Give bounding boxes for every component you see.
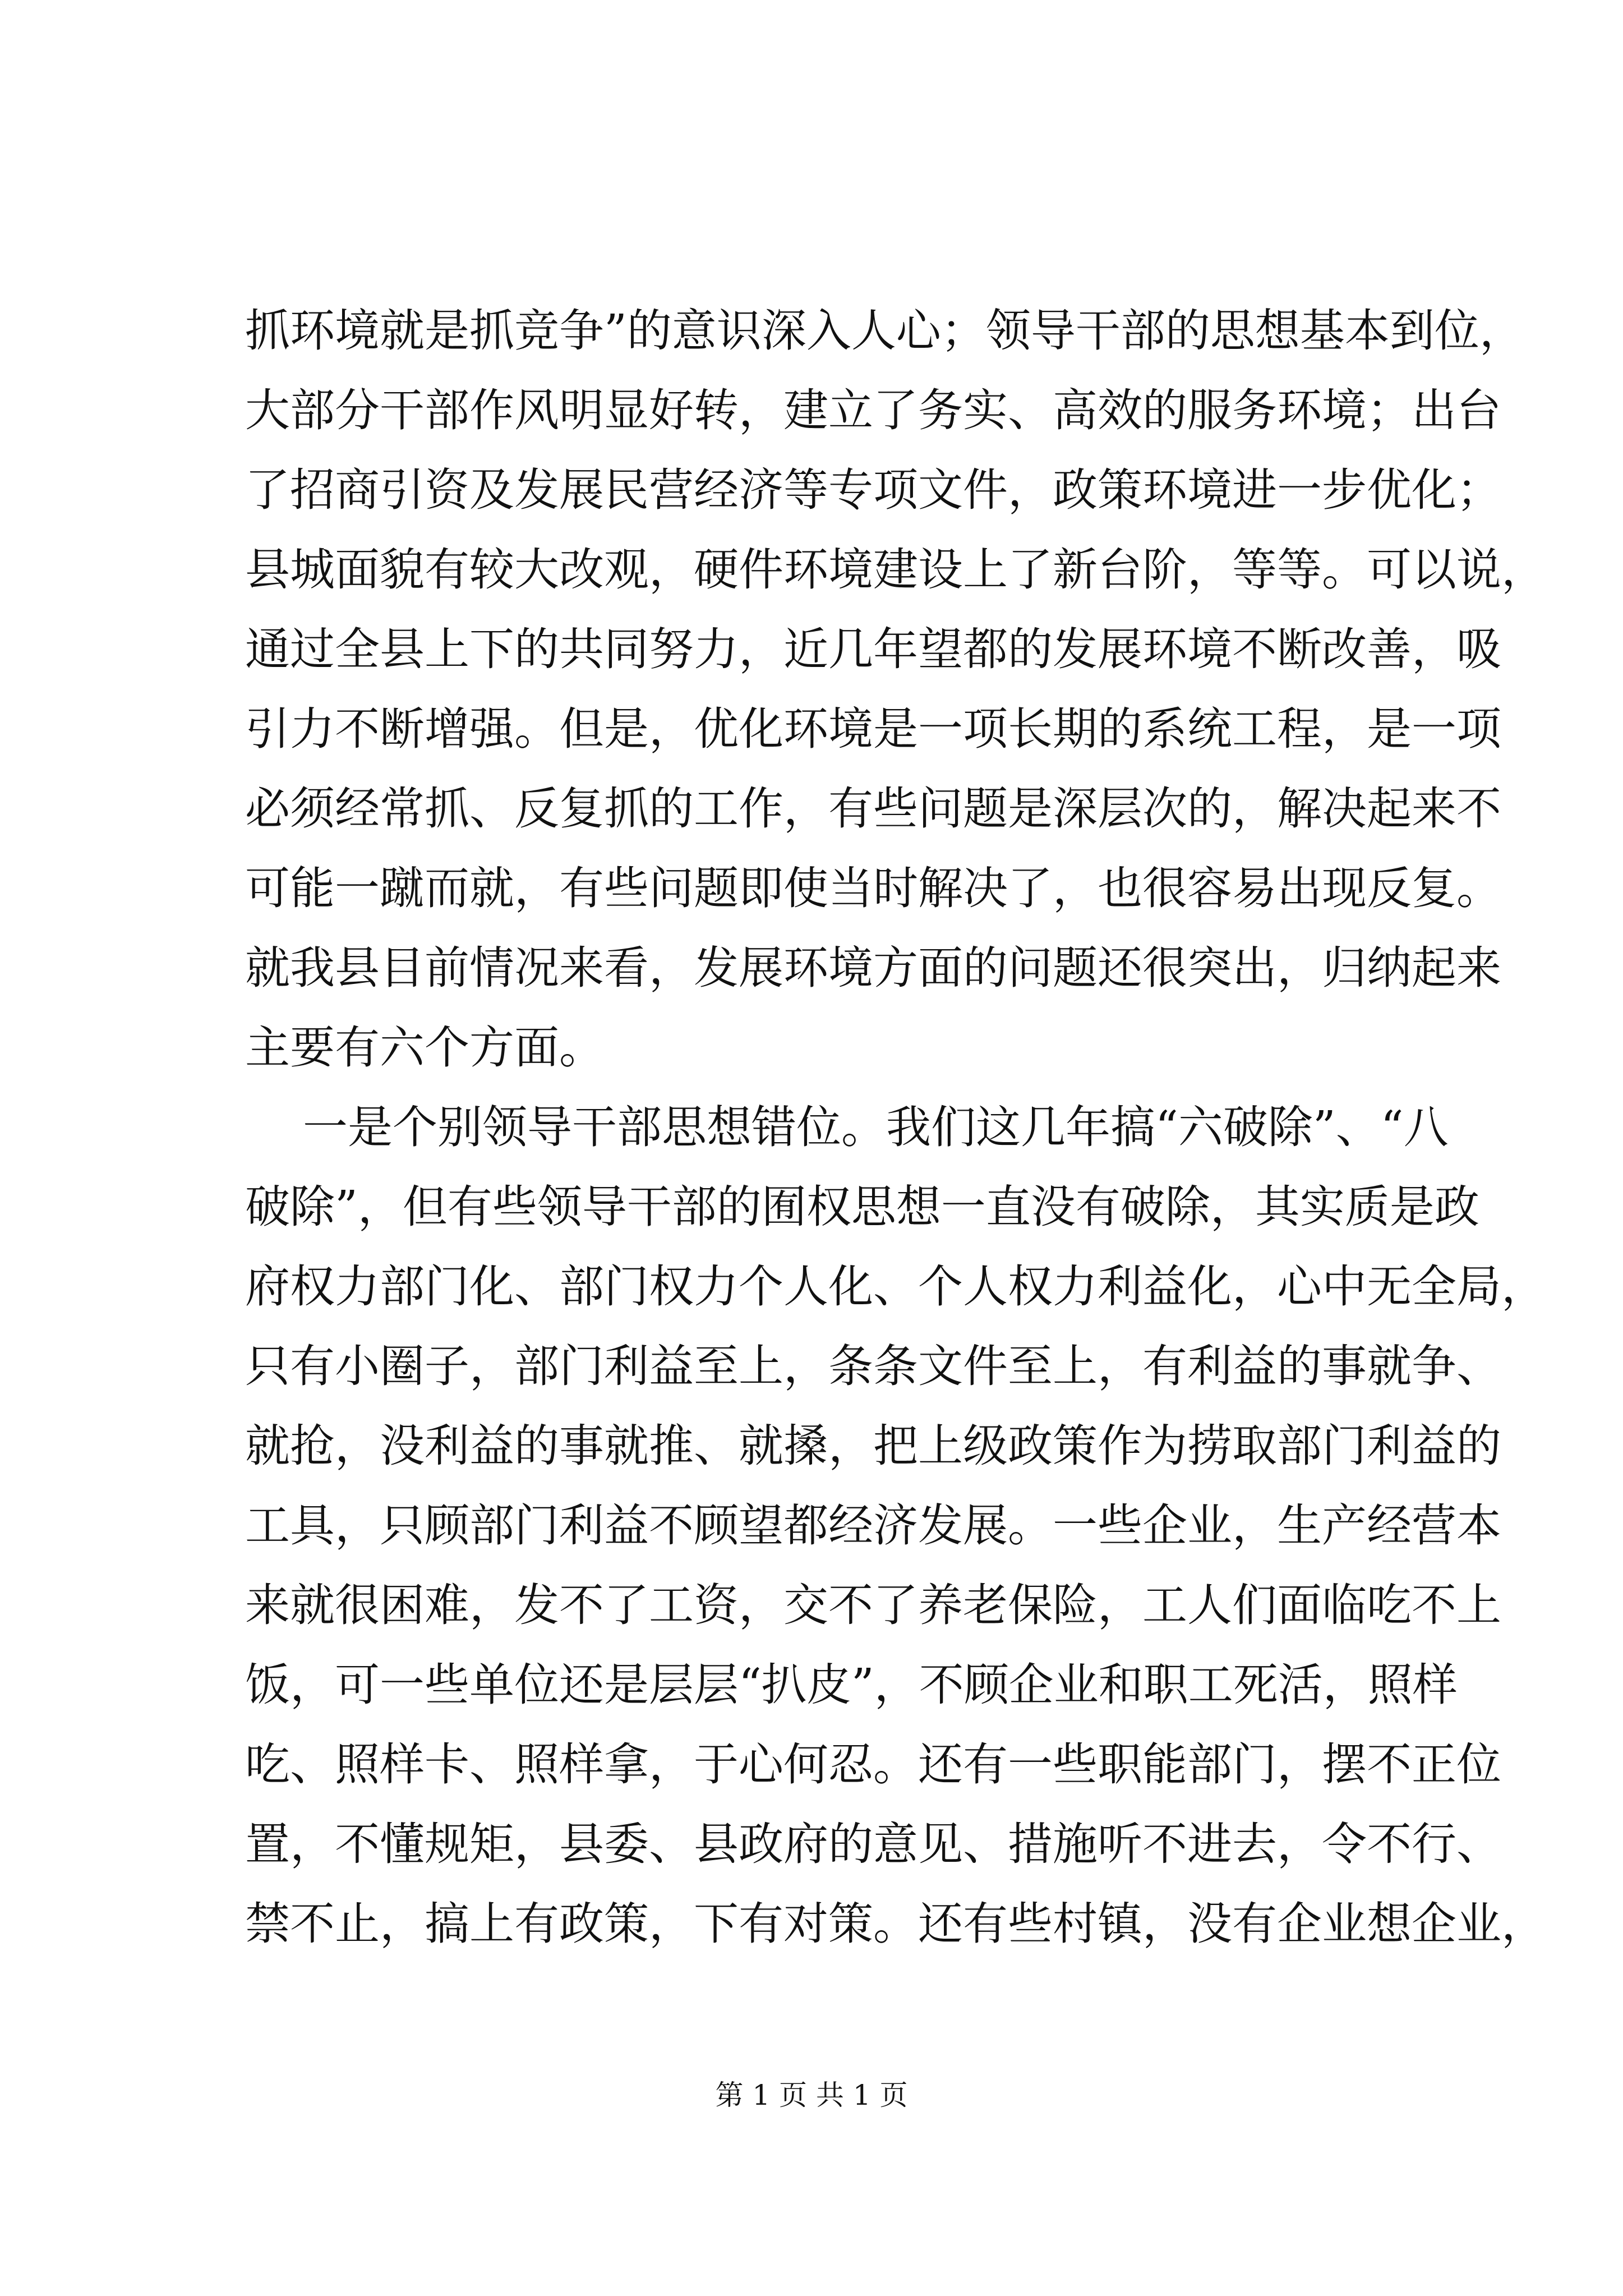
paragraph-first-line: 一是个别领导干部思想错位。我们这几年搞“六破除”、“八 <box>303 1101 1449 1153</box>
text-line: 禁不止，搞上有政策，下有对策。还有些村镇，没有企业想企业， <box>245 1898 1546 1950</box>
text-line: 破除”，但有些领导干部的囿权思想一直没有破除，其实质是政 <box>245 1181 1479 1233</box>
page-number: 第 1 页 共 1 页 <box>715 2079 908 2111</box>
text-line: 大部分干部作风明显好转，建立了务实、高效的服务环境；出台 <box>245 384 1501 436</box>
text-line: 只有小圈子，部门利益至上，条条文件至上，有利益的事就争、 <box>245 1340 1501 1392</box>
text-line: 吃、照样卡、照样拿，于心何忍。还有一些职能部门，摆不正位 <box>245 1738 1501 1791</box>
text-line: 来就很困难，发不了工资，交不了养老保险，工人们面临吃不上 <box>245 1579 1501 1631</box>
text-line: 置，不懂规矩，县委、县政府的意见、措施听不进去，令不行、 <box>245 1818 1501 1870</box>
text-line: 引力不断增强。但是，优化环境是一项长期的系统工程，是一项 <box>245 703 1501 755</box>
text-line: 饭，可一些单位还是层层“扒皮”，不顾企业和职工死活，照样 <box>245 1659 1458 1711</box>
text-line: 府权力部门化、部门权力个人化、个人权力利益化，心中无全局， <box>245 1260 1546 1313</box>
text-line: 必须经常抓、反复抓的工作，有些问题是深层次的，解决起来不 <box>245 783 1501 835</box>
text-line: 通过全县上下的共同努力，近几年望都的发展环境不断改善，吸 <box>245 623 1501 675</box>
text-line: 可能一蹴而就，有些问题即使当时解决了，也很容易出现反复。 <box>245 862 1501 914</box>
text-line: 主要有六个方面。 <box>245 1022 604 1074</box>
text-line: 工具，只顾部门利益不顾望都经济发展。一些企业，生产经营本 <box>245 1499 1501 1552</box>
text-line: 了招商引资及发展民营经济等专项文件，政策环境进一步优化； <box>245 464 1501 516</box>
text-line: 就抢，没利益的事就推、就搡，把上级政策作为捞取部门利益的 <box>245 1420 1501 1472</box>
text-line: 县城面貌有较大改观，硬件环境建设上了新台阶，等等。可以说， <box>245 544 1546 596</box>
text-line: 抓环境就是抓竞争”的意识深入人心；领导干部的思想基本到位， <box>245 305 1524 357</box>
page-footer <box>0 2078 1623 2112</box>
text-line: 就我县目前情况来看，发展环境方面的问题还很突出，归纳起来 <box>245 942 1501 994</box>
